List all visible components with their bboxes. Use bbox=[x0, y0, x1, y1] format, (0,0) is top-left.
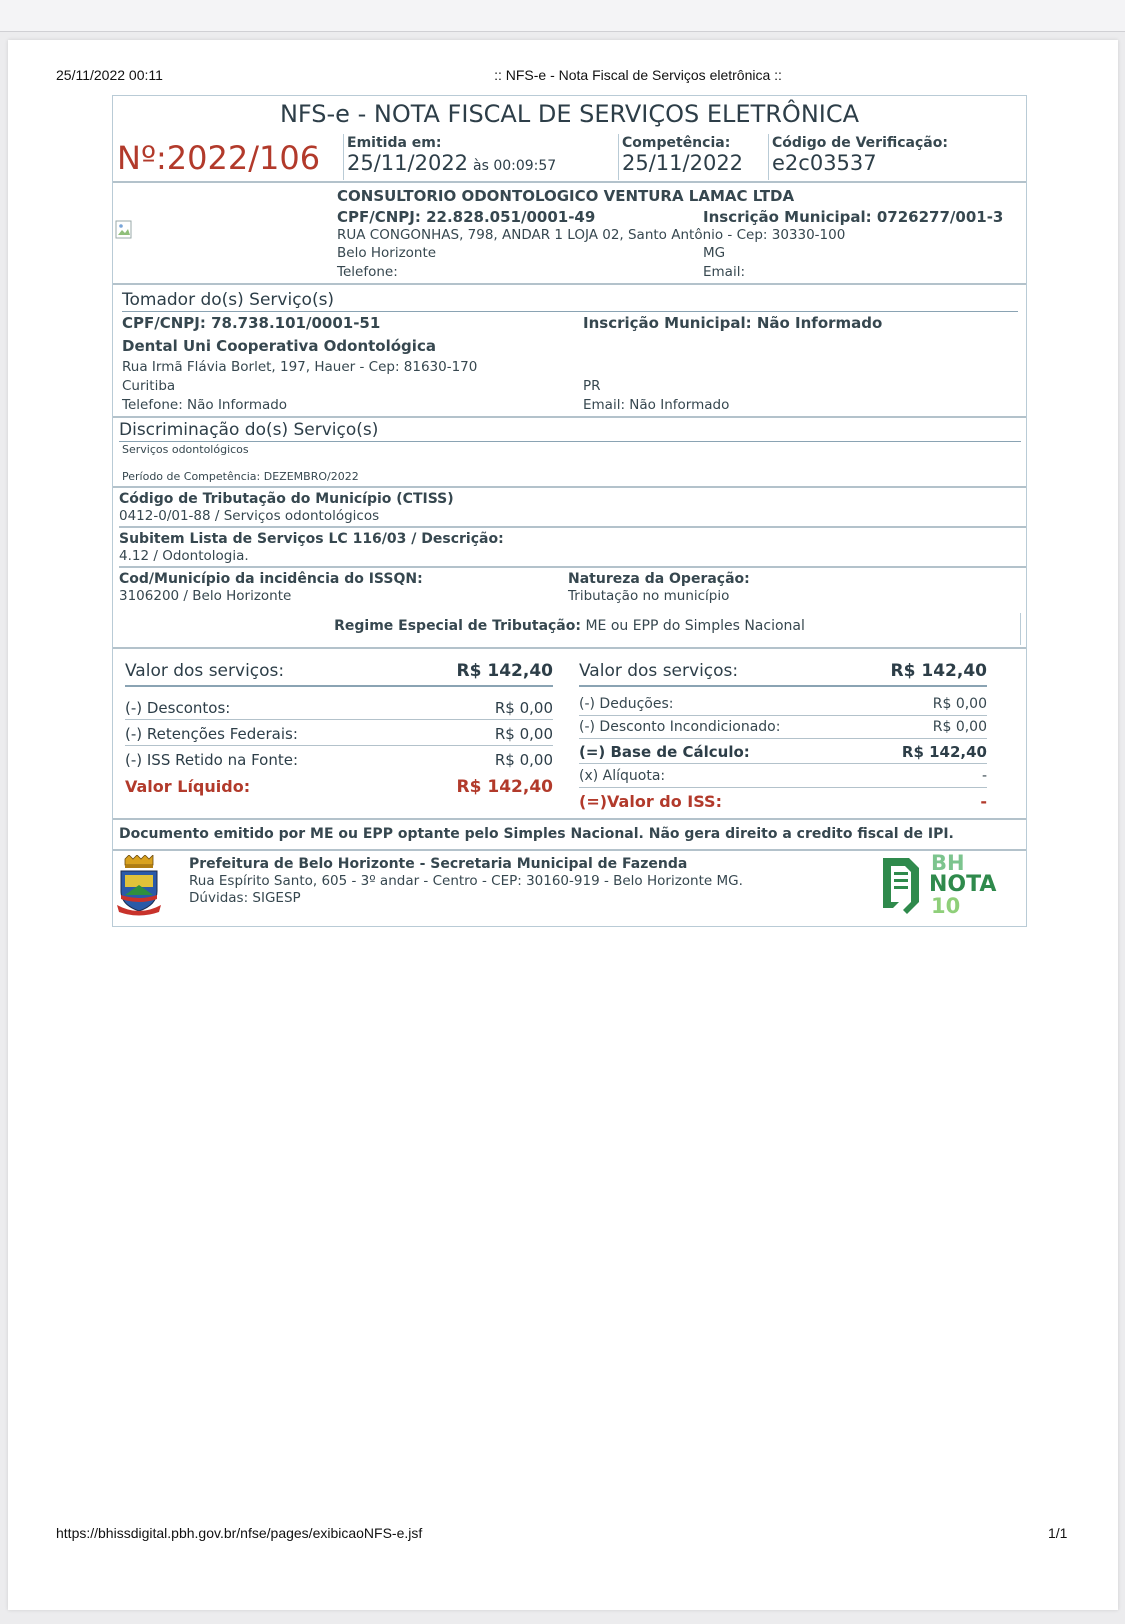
tomador-inscricao: Inscrição Municipal: Não Informado bbox=[583, 314, 883, 332]
divider bbox=[618, 134, 619, 180]
divider bbox=[113, 416, 1026, 418]
print-page bbox=[8, 40, 1118, 1610]
codigo-label: Código de Verificação: bbox=[772, 135, 948, 151]
discriminacao-descricao: Serviços odontológicos bbox=[122, 443, 249, 456]
competencia-label: Competência: bbox=[622, 135, 731, 151]
codigo-value: e2c03537 bbox=[772, 151, 877, 175]
divider bbox=[768, 134, 769, 180]
esq-iss-retido-label: (-) ISS Retido na Fonte: bbox=[125, 751, 299, 769]
prefeitura-duvidas: Dúvidas: SIGESP bbox=[189, 890, 301, 906]
emitida-date: 25/11/2022 bbox=[347, 151, 469, 175]
tomador-email: Email: Não Informado bbox=[583, 397, 730, 413]
divider bbox=[119, 566, 1026, 568]
bh-logo-line3: 10 bbox=[931, 894, 961, 918]
prestador-telefone: Telefone: bbox=[337, 264, 398, 280]
prestador-logo-broken-image bbox=[115, 220, 135, 240]
nota-number: Nº:2022/106 bbox=[117, 139, 321, 177]
tomador-section-title: Tomador do(s) Serviço(s) bbox=[122, 290, 335, 310]
incidencia-value: 3106200 / Belo Horizonte bbox=[119, 588, 292, 604]
dir-base-label: (=) Base de Cálculo: bbox=[579, 743, 750, 761]
divider bbox=[579, 685, 987, 687]
prefeitura-endereco: Rua Espírito Santo, 605 - 3º andar - Centro - CEP: 30160-919 - Belo Horizonte MG. bbox=[189, 873, 743, 889]
prestador-inscricao: Inscrição Municipal: 0726277/001-3 bbox=[703, 208, 1004, 226]
dir-aliquota-value: - bbox=[981, 768, 987, 784]
dir-base-value: R$ 142,40 bbox=[901, 743, 987, 761]
ctiss-label: Código de Tributação do Município (CTISS) bbox=[119, 491, 454, 507]
esq-retencoes-value: R$ 0,00 bbox=[494, 725, 553, 743]
tomador-cidade: Curitiba bbox=[122, 378, 176, 394]
dir-deducoes-label: (-) Deduções: bbox=[579, 696, 674, 712]
divider bbox=[579, 715, 987, 716]
nfse-document bbox=[112, 95, 1027, 927]
esq-iss-retido-value: R$ 0,00 bbox=[494, 751, 553, 769]
prestador-cnpj: CPF/CNPJ: 22.828.051/0001-49 bbox=[337, 208, 596, 226]
dir-servicos-label: Valor dos serviços: bbox=[579, 661, 739, 681]
dir-valor-iss-value: - bbox=[980, 792, 987, 811]
divider bbox=[579, 738, 987, 739]
natureza-value: Tributação no município bbox=[568, 588, 730, 604]
browser-top-bar bbox=[0, 0, 1125, 32]
bh-logo-line2: NOTA bbox=[929, 872, 997, 897]
divider bbox=[113, 283, 1026, 285]
prestador-cidade: Belo Horizonte bbox=[337, 245, 437, 261]
dir-valor-iss-label: (=)Valor do ISS: bbox=[579, 792, 722, 811]
discriminacao-section-title: Discriminação do(s) Serviço(s) bbox=[119, 420, 379, 440]
print-datetime: 25/11/2022 00:11 bbox=[56, 67, 163, 83]
bh-coat-of-arms-icon bbox=[115, 855, 163, 917]
divider bbox=[119, 441, 1021, 442]
tomador-endereco: Rua Irmã Flávia Borlet, 197, Hauer - Cep: 81630-170 bbox=[122, 359, 478, 375]
dir-servicos-value: R$ 142,40 bbox=[890, 661, 987, 681]
esq-descontos-label: (-) Descontos: bbox=[125, 699, 231, 717]
tomador-cnpj: CPF/CNPJ: 78.738.101/0001-51 bbox=[122, 314, 381, 332]
prestador-nome: CONSULTORIO ODONTOLOGICO VENTURA LAMAC LTDA bbox=[337, 187, 795, 205]
aviso-simples: Documento emitido por ME ou EPP optante pelo Simples Nacional. Não gera direito a credito fiscal de IPI. bbox=[119, 826, 954, 842]
divider bbox=[343, 134, 344, 180]
divider bbox=[113, 486, 1026, 488]
divider bbox=[113, 849, 1026, 851]
bh-nota-10-logo bbox=[879, 851, 999, 920]
dir-desconto-incond-label: (-) Desconto Incondicionado: bbox=[579, 719, 781, 735]
divider bbox=[125, 685, 553, 687]
esq-servicos-value: R$ 142,40 bbox=[456, 661, 553, 681]
prestador-uf: MG bbox=[703, 245, 726, 261]
divider bbox=[113, 818, 1026, 820]
prestador-email: Email: bbox=[703, 264, 746, 280]
dir-deducoes-value: R$ 0,00 bbox=[932, 696, 987, 712]
regime-line bbox=[113, 618, 1026, 634]
divider bbox=[122, 311, 1018, 312]
prefeitura-nome: Prefeitura de Belo Horizonte - Secretaria Municipal de Fazenda bbox=[189, 856, 688, 872]
divider bbox=[579, 787, 987, 788]
dir-aliquota-label: (x) Alíquota: bbox=[579, 768, 666, 784]
esq-servicos-label: Valor dos serviços: bbox=[125, 661, 285, 681]
tomador-nome: Dental Uni Cooperativa Odontológica bbox=[122, 337, 436, 355]
divider bbox=[119, 526, 1026, 528]
print-url[interactable]: https://bhissdigital.pbh.gov.br/nfse/pages/exibicaoNFS-e.jsf bbox=[56, 1525, 423, 1541]
divider bbox=[113, 647, 1026, 649]
regime-value: ME ou EPP do Simples Nacional bbox=[585, 618, 805, 634]
competencia-value: 25/11/2022 bbox=[622, 151, 744, 175]
discriminacao-periodo: Período de Competência: DEZEMBRO/2022 bbox=[122, 470, 359, 483]
ctiss-value: 0412-0/01-88 / Serviços odontológicos bbox=[119, 508, 380, 524]
subitem-label: Subitem Lista de Serviços LC 116/03 / Descrição: bbox=[119, 531, 504, 547]
document-title: NFS-e - NOTA FISCAL DE SERVIÇOS ELETRÔNICA bbox=[279, 100, 860, 128]
tomador-telefone: Telefone: Não Informado bbox=[122, 397, 288, 413]
incidencia-label: Cod/Município da incidência do ISSQN: bbox=[119, 571, 423, 587]
tomador-uf: PR bbox=[583, 378, 601, 394]
print-page-number: 1/1 bbox=[1048, 1525, 1068, 1541]
emitida-time: às 00:09:57 bbox=[473, 158, 557, 174]
regime-label: Regime Especial de Tributação: bbox=[334, 618, 581, 634]
natureza-label: Natureza da Operação: bbox=[568, 571, 750, 587]
bh-logo-line1: BH bbox=[931, 851, 965, 875]
divider bbox=[1020, 613, 1021, 645]
esq-descontos-value: R$ 0,00 bbox=[494, 699, 553, 717]
print-title: :: NFS-e - Nota Fiscal de Serviços eletrônica :: bbox=[494, 67, 782, 83]
esq-liquido-value: R$ 142,40 bbox=[456, 777, 553, 797]
esq-liquido-label: Valor Líquido: bbox=[125, 777, 251, 796]
divider bbox=[125, 745, 553, 746]
subitem-value: 4.12 / Odontologia. bbox=[119, 548, 249, 564]
divider bbox=[125, 719, 553, 720]
divider bbox=[579, 763, 987, 764]
esq-retencoes-label: (-) Retenções Federais: bbox=[125, 725, 298, 743]
divider bbox=[113, 181, 1026, 183]
emitida-label: Emitida em: bbox=[347, 135, 442, 151]
prestador-endereco: RUA CONGONHAS, 798, ANDAR 1 LOJA 02, Santo Antônio - Cep: 30330-100 bbox=[337, 227, 846, 243]
dir-desconto-incond-value: R$ 0,00 bbox=[932, 719, 987, 735]
